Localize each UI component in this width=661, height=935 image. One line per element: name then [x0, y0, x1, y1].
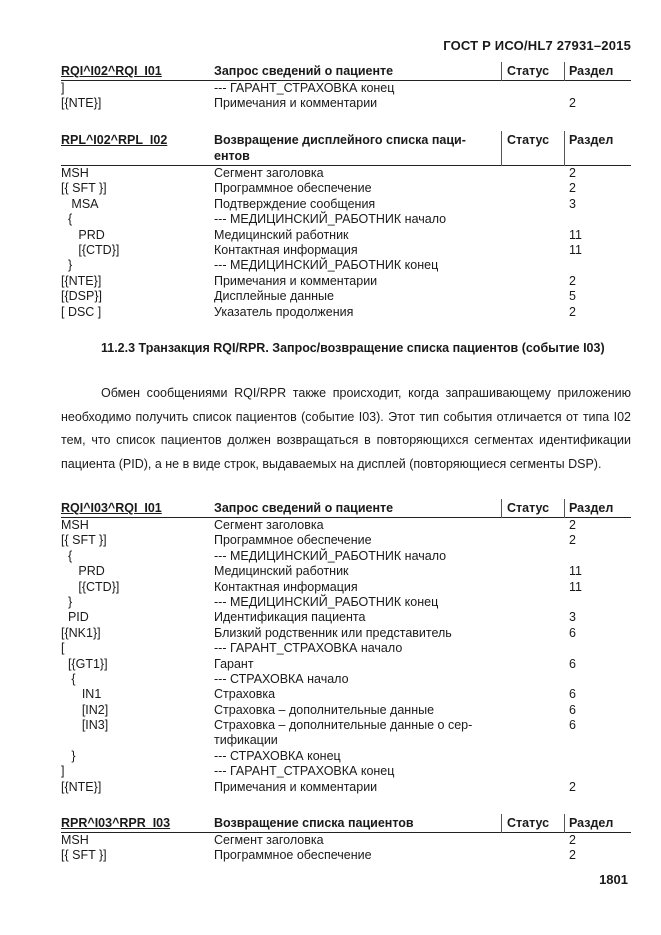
- section-cell: 2: [569, 273, 576, 288]
- table-row: [61, 703, 631, 718]
- segment-cell: }: [61, 258, 73, 273]
- segment-cell: [: [61, 641, 65, 656]
- description-cell: Страховка: [214, 687, 276, 702]
- segment-cell: }: [61, 748, 76, 763]
- table-row: [61, 228, 631, 243]
- table-row: [61, 641, 631, 656]
- section-cell: 2: [569, 166, 576, 180]
- description-cell: --- ГАРАНТ_СТРАХОВКА конец: [214, 764, 395, 779]
- column-divider: [564, 62, 565, 81]
- status-column-header: Статус: [507, 816, 550, 830]
- segment-cell: [{NK1}]: [61, 625, 101, 640]
- table-body: [61, 833, 631, 864]
- description-cell: Медицинский работник: [214, 227, 349, 242]
- segment-cell: [IN3]: [61, 718, 109, 733]
- table-row: [61, 718, 631, 733]
- table-row: [61, 610, 631, 625]
- section-cell: 2: [569, 533, 576, 548]
- segment-cell: [{ SFT }]: [61, 181, 107, 196]
- segment-cell: [IN2]: [61, 702, 109, 717]
- table-row: [61, 518, 631, 533]
- segment-cell: MSH: [61, 166, 89, 180]
- section-cell: 2: [569, 304, 576, 319]
- segment-cell: ]: [61, 81, 65, 95]
- table-row: [61, 595, 631, 610]
- section-cell: 6: [569, 718, 576, 733]
- section-cell: 6: [569, 702, 576, 717]
- message-table-rpr-i03: [61, 814, 631, 864]
- description-cell: Сегмент заголовка: [214, 166, 324, 180]
- segment-cell: PID: [61, 610, 89, 625]
- table-row: [61, 197, 631, 212]
- table-header: [61, 131, 631, 166]
- table-row: [61, 166, 631, 181]
- description-cell: Медицинский работник: [214, 564, 349, 579]
- table-header: [61, 499, 631, 518]
- document-standard-header: ГОСТ Р ИСО/HL7 27931–2015: [443, 38, 631, 53]
- segment-cell: PRD: [61, 564, 105, 579]
- description-cell: Программное обеспечение: [214, 533, 372, 548]
- section-cell: 11: [569, 227, 582, 242]
- section-cell: 2: [569, 96, 576, 111]
- section-column-header: Раздел: [569, 501, 614, 515]
- section-paragraph: [61, 382, 631, 476]
- section-cell: 5: [569, 289, 576, 304]
- description-cell: Сегмент заголовка: [214, 833, 324, 847]
- description-cell: Примечания и комментарии: [214, 273, 378, 288]
- segment-cell: {: [61, 212, 73, 227]
- segment-cell: {: [61, 548, 73, 563]
- message-structure-title: RPL^I02^RPL_I02: [61, 133, 168, 147]
- table-row: [61, 212, 631, 227]
- section-cell: 11: [569, 579, 582, 594]
- table-row: [61, 96, 631, 111]
- message-table-rpl-i02: [61, 131, 631, 320]
- description-cell: Идентификация пациента: [214, 610, 366, 625]
- description-cell: Программное обеспечение: [214, 848, 372, 863]
- section-cell: 3: [569, 610, 576, 625]
- table-row: [61, 764, 631, 779]
- column-divider: [501, 62, 502, 81]
- description-cell: Дисплейные данные: [214, 289, 334, 304]
- paragraph-text: Обмен сообщениями RQI/RPR также происходит, когда запрашивающему приложению необходимо получить список пациентов (событие I03). Этот тип события отличается от типа I02 тем, что список пациентов должен возвращаться в повторяющихся сегментах идентификации пациента (PID), а не в виде строк, выдаваемых на дисплей (повторяющиеся сегменты DSP).: [61, 386, 631, 471]
- table-row: [61, 549, 631, 564]
- message-structure-title: RPR^I03^RPR_I03: [61, 816, 171, 830]
- status-column-header: Статус: [507, 501, 550, 515]
- section-heading: 11.2.3 Транзакция RQI/RPR. Запрос/возвращение списка пациентов (событие I03): [101, 341, 605, 355]
- table-row: [61, 258, 631, 273]
- description-cell: Сегмент заголовка: [214, 518, 324, 532]
- section-cell: 11: [569, 564, 582, 579]
- column-divider: [564, 131, 565, 166]
- description-cell: Страховка – дополнительные данные: [214, 702, 435, 717]
- section-cell: 2: [569, 181, 576, 196]
- section-cell: 2: [569, 518, 576, 532]
- description-cell: Контактная информация: [214, 579, 358, 594]
- description-cell: тификации: [214, 733, 278, 748]
- description-cell: Указатель продолжения: [214, 304, 354, 319]
- section-cell: 2: [569, 848, 576, 863]
- segment-cell: }: [61, 594, 73, 609]
- table-row: [61, 626, 631, 641]
- message-description: Запрос сведений о пациенте: [214, 64, 394, 78]
- description-cell: --- СТРАХОВКА начало: [214, 671, 349, 686]
- segment-cell: [{DSP}]: [61, 289, 102, 304]
- section-column-header: Раздел: [569, 816, 614, 830]
- table-row: [61, 687, 631, 702]
- segment-cell: MSH: [61, 518, 89, 532]
- table-header: [61, 814, 631, 833]
- section-cell: 6: [569, 656, 576, 671]
- table-row: [61, 243, 631, 258]
- column-divider: [501, 814, 502, 833]
- table-row: [61, 564, 631, 579]
- message-structure-title: RQI^I02^RQI_I01: [61, 64, 162, 78]
- message-description: Возвращение списка пациентов: [214, 816, 414, 830]
- segment-cell: ]: [61, 764, 65, 779]
- segment-cell: PRD: [61, 227, 105, 242]
- table-row: [61, 580, 631, 595]
- section-cell: 2: [569, 833, 576, 847]
- message-table-rqi-i03: [61, 499, 631, 795]
- description-cell: Подтверждение сообщения: [214, 196, 376, 211]
- description-cell: Контактная информация: [214, 242, 358, 257]
- column-divider: [564, 499, 565, 518]
- table-row: [61, 533, 631, 548]
- description-cell: --- МЕДИЦИНСКИЙ_РАБОТНИК начало: [214, 212, 447, 227]
- table-row: [61, 274, 631, 289]
- section-column-header: Раздел: [569, 64, 614, 78]
- status-column-header: Статус: [507, 64, 550, 78]
- table-row: [61, 305, 631, 320]
- description-cell: Страховка – дополнительные данные о сер-: [214, 718, 473, 733]
- section-cell: 6: [569, 625, 576, 640]
- page-number: 1801: [599, 872, 628, 887]
- segment-cell: [{NTE}]: [61, 273, 102, 288]
- description-cell: --- СТРАХОВКА конец: [214, 748, 341, 763]
- column-divider: [501, 499, 502, 518]
- column-divider: [564, 814, 565, 833]
- section-column-header: Раздел: [569, 133, 614, 147]
- table-row: [61, 749, 631, 764]
- description-cell: Программное обеспечение: [214, 181, 372, 196]
- segment-cell: MSA: [61, 196, 99, 211]
- table-row: [61, 81, 631, 96]
- description-cell: Примечания и комментарии: [214, 96, 378, 111]
- message-description-line2: ентов: [214, 149, 250, 163]
- table-row: [61, 672, 631, 687]
- description-cell: --- ГАРАНТ_СТРАХОВКА конец: [214, 81, 395, 95]
- segment-cell: [{NTE}]: [61, 779, 102, 794]
- segment-cell: [{ SFT }]: [61, 533, 107, 548]
- segment-cell: [{CTD}]: [61, 242, 120, 257]
- message-description: Запрос сведений о пациенте: [214, 501, 394, 515]
- description-cell: Близкий родственник или представитель: [214, 625, 452, 640]
- segment-cell: IN1: [61, 687, 102, 702]
- description-cell: --- МЕДИЦИНСКИЙ_РАБОТНИК начало: [214, 548, 447, 563]
- section-cell: 2: [569, 779, 576, 794]
- table-header: [61, 62, 631, 81]
- table-row: [61, 848, 631, 863]
- table-row: [61, 780, 631, 795]
- table-row: [61, 733, 631, 748]
- table-body: [61, 166, 631, 320]
- segment-cell: [ DSC ]: [61, 304, 102, 319]
- segment-cell: {: [61, 671, 76, 686]
- description-cell: Примечания и комментарии: [214, 779, 378, 794]
- table-row: [61, 833, 631, 848]
- table-row: [61, 181, 631, 196]
- description-cell: --- ГАРАНТ_СТРАХОВКА начало: [214, 641, 403, 656]
- table-row: [61, 657, 631, 672]
- message-table-rqi-i02: [61, 62, 631, 112]
- section-cell: 6: [569, 687, 576, 702]
- segment-cell: [{ SFT }]: [61, 848, 107, 863]
- segment-cell: [{NTE}]: [61, 96, 102, 111]
- column-divider: [501, 131, 502, 166]
- table-body: [61, 81, 631, 112]
- segment-cell: [{GT1}]: [61, 656, 108, 671]
- message-description-line1: Возвращение дисплейного списка паци-: [214, 133, 466, 147]
- table-row: [61, 289, 631, 304]
- description-cell: --- МЕДИЦИНСКИЙ_РАБОТНИК конец: [214, 594, 439, 609]
- segment-cell: [{CTD}]: [61, 579, 120, 594]
- message-structure-title: RQI^I03^RQI_I01: [61, 501, 162, 515]
- section-cell: 11: [569, 242, 582, 257]
- table-body: [61, 518, 631, 795]
- section-cell: 3: [569, 196, 576, 211]
- description-cell: Гарант: [214, 656, 254, 671]
- status-column-header: Статус: [507, 133, 550, 147]
- description-cell: --- МЕДИЦИНСКИЙ_РАБОТНИК конец: [214, 258, 439, 273]
- segment-cell: MSH: [61, 833, 89, 847]
